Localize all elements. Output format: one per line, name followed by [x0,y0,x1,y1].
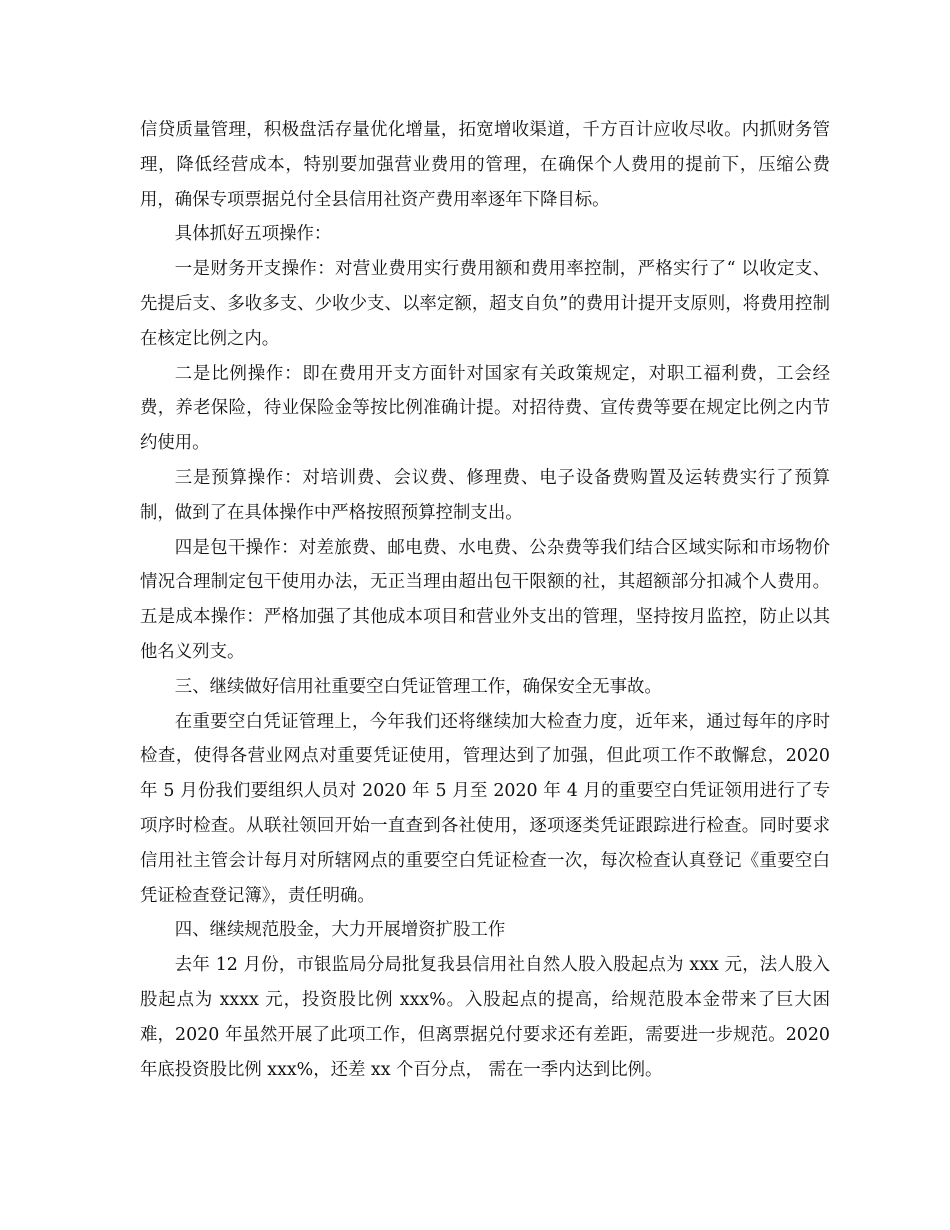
paragraph-ratio-operation: 二是比例操作：即在费用开支方面针对国家有关政策规定，对职工福利费，工会经费，养老保险，待业保险金等按比例准确计提。对招待费、宣传费等要在规定比例之内节约使用。 [140,363,830,454]
paragraph-share-capital: 去年 12 月份，市银监局分局批复我县信用社自然人股入股起点为 xxx 元，法人股入股起点为 xxxx 元，投资股比例 xxx%。入股起点的提高，给规范股本金带来了巨大困难，2020 年虽然开展了此项工作，但离票据兑付要求还有差距，需要进一步规范。2020 年底投资股比例 xxx%，还差 xx 个百分点， 需在一季内达到比例。 [140,955,830,1080]
paragraph-voucher-management: 在重要空白凭证管理上，今年我们还将继续加大检查力度，近年来，通过每年的序时检查，使得各营业网点对重要凭证使用，管理达到了加强，但此项工作不敢懈怠，2020 年 5 月份我们要组织人员对 2020 年 5 月至 2020 年 4 月的重要空白凭证领用进行了专项序时检查。从联社领回开始一直查到各社使用，逐项逐类凭证跟踪进行检查。同时要求信用社主管会计每月对所辖网点的重要空白凭证检查一次，每次检查认真登记《重要空白凭证检查登记簿》，责任明确。 [140,711,830,906]
section-heading-four: 四、继续规范股金，大力开展增资扩股工作 [174,920,506,941]
document-body [140,113,830,1087]
paragraph-five-operations-intro: 具体抓好五项操作： [174,224,332,245]
paragraph-continued: 信贷质量管理，积极盘活存量优化增量，拓宽增收渠道，千方百计应收尽收。内抓财务管理，降低经营成本，特别要加强营业费用的管理，在确保个人费用的提前下，压缩公费用，确保专项票据兑付全县信用社资产费用率逐年下降目标。 [140,120,830,210]
paragraph-financial-expense: 一是财务开支操作：对营业费用实行费用额和费用率控制，严格实行了“ 以收定支、先提后支、多收多支、少收少支、以率定额，超支自负”的费用计提开支原则，将费用控制在核定比例之内。 [140,259,830,349]
section-heading-three: 三、继续做好信用社重要空白凭证管理工作，确保安全无事故。 [174,676,662,697]
paragraph-contract-cost-operation: 四是包干操作：对差旅费、邮电费、水电费、公杂费等我们结合区域实际和市场物价情况合理制定包干使用办法，无正当理由超出包干限额的社，其超额部分扣减个人费用。五是成本操作：严格加强了其他成本项目和营业外支出的管理，坚持按月监控，防止以其他名义列支。 [140,537,830,662]
paragraph-budget-operation: 三是预算操作：对培训费、会议费、修理费、电子设备费购置及运转费实行了预算制，做到了在具体操作中严格按照预算控制支出。 [140,467,830,523]
